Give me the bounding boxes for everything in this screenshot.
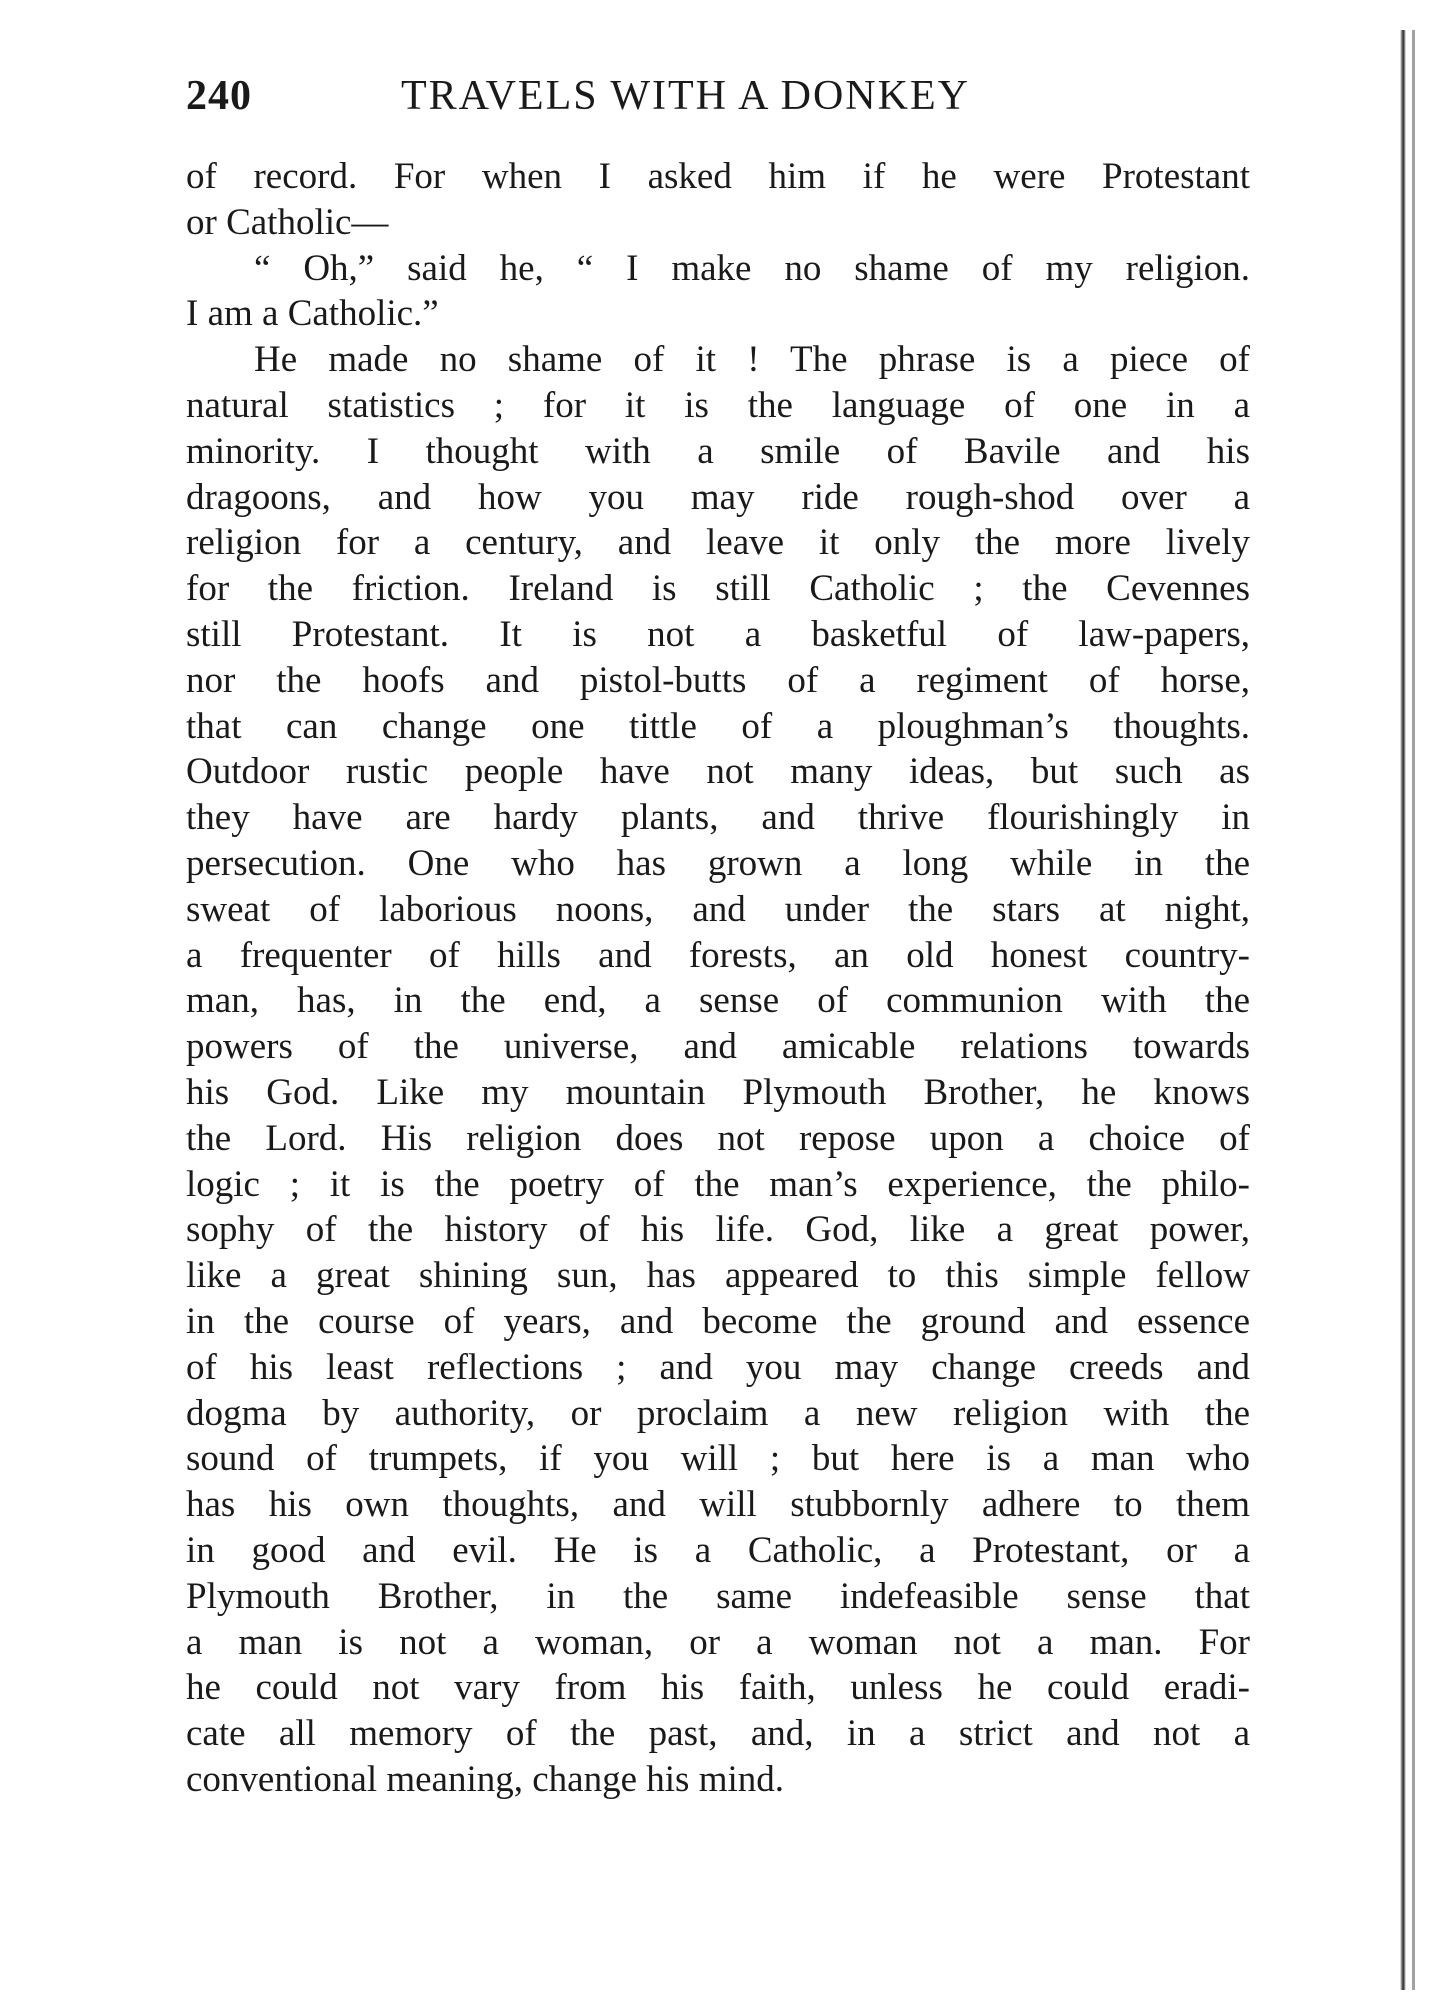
text-line: like a great shining sun, has appeared to this simple fellow: [186, 1255, 1250, 1297]
text-line: has his own thoughts, and will stubbornly adhere to them: [186, 1484, 1250, 1526]
text-line: persecution. One who has grown a long while in the: [186, 842, 1250, 884]
text-line: religion for a century, and leave it only the more lively: [186, 522, 1250, 564]
text-line: natural statistics ; for it is the language of one in a: [186, 384, 1250, 426]
text-line: in good and evil. He is a Catholic, a Protestant, or a: [186, 1529, 1250, 1571]
page-number: 240: [186, 73, 252, 119]
running-head: [186, 72, 1250, 132]
text-line: dogma by authority, or proclaim a new religion with the: [186, 1392, 1250, 1434]
text-line: he could not vary from his faith, unless he could eradi-: [186, 1667, 1250, 1709]
text-line: for the friction. Ireland is still Catholic ; the Cevennes: [186, 568, 1250, 610]
book-title: TRAVELS WITH A DONKEY: [401, 73, 970, 119]
text-line: minority. I thought with a smile of Bavile and his: [186, 430, 1250, 472]
text-line: nor the hoofs and pistol-butts of a regiment of horse,: [186, 659, 1250, 701]
binding-edge-shadow: [1412, 30, 1415, 1990]
text-line: man, has, in the end, a sense of communion with the: [186, 980, 1250, 1022]
text-line: the Lord. His religion does not repose upon a choice of: [186, 1117, 1250, 1159]
text-line: “ Oh,” said he, “ I make no shame of my religion.: [254, 247, 1250, 289]
text-line: in the course of years, and become the ground and essence: [186, 1300, 1250, 1342]
text-line: his God. Like my mountain Plymouth Brother, he knows: [186, 1071, 1250, 1113]
text-line: cate all memory of the past, and, in a strict and not a: [186, 1713, 1250, 1755]
text-line: a frequenter of hills and forests, an old honest country-: [186, 934, 1250, 976]
text-line: or Catholic—: [186, 201, 389, 243]
text-line: still Protestant. It is not a basketful of law-papers,: [186, 613, 1250, 655]
text-line: that can change one tittle of a ploughman’s thoughts.: [186, 705, 1250, 747]
text-line: conventional meaning, change his mind.: [186, 1758, 785, 1800]
text-line: they have are hardy plants, and thrive flourishingly in: [186, 797, 1250, 839]
text-line: powers of the universe, and amicable relations towards: [186, 1026, 1250, 1068]
body-text: [186, 154, 1250, 1803]
text-line: logic ; it is the poetry of the man’s experience, the philo-: [186, 1163, 1250, 1205]
text-line: sophy of the history of his life. God, like a great power,: [186, 1209, 1250, 1251]
binding-edge: [1400, 30, 1406, 1990]
text-line: sound of trumpets, if you will ; but here is a man who: [186, 1438, 1250, 1480]
text-line: dragoons, and how you may ride rough-shod over a: [186, 476, 1250, 518]
text-line: He made no shame of it ! The phrase is a piece of: [254, 339, 1250, 381]
text-line: Outdoor rustic people have not many ideas, but such as: [186, 751, 1250, 793]
text-line: I am a Catholic.”: [186, 293, 439, 335]
text-line: Plymouth Brother, in the same indefeasible sense that: [186, 1575, 1250, 1617]
text-line: of his least reflections ; and you may change creeds and: [186, 1346, 1250, 1388]
text-line: of record. For when I asked him if he were Protestant: [186, 156, 1250, 197]
text-line: sweat of laborious noons, and under the stars at night,: [186, 888, 1250, 930]
text-line: a man is not a woman, or a woman not a man. For: [186, 1621, 1250, 1663]
